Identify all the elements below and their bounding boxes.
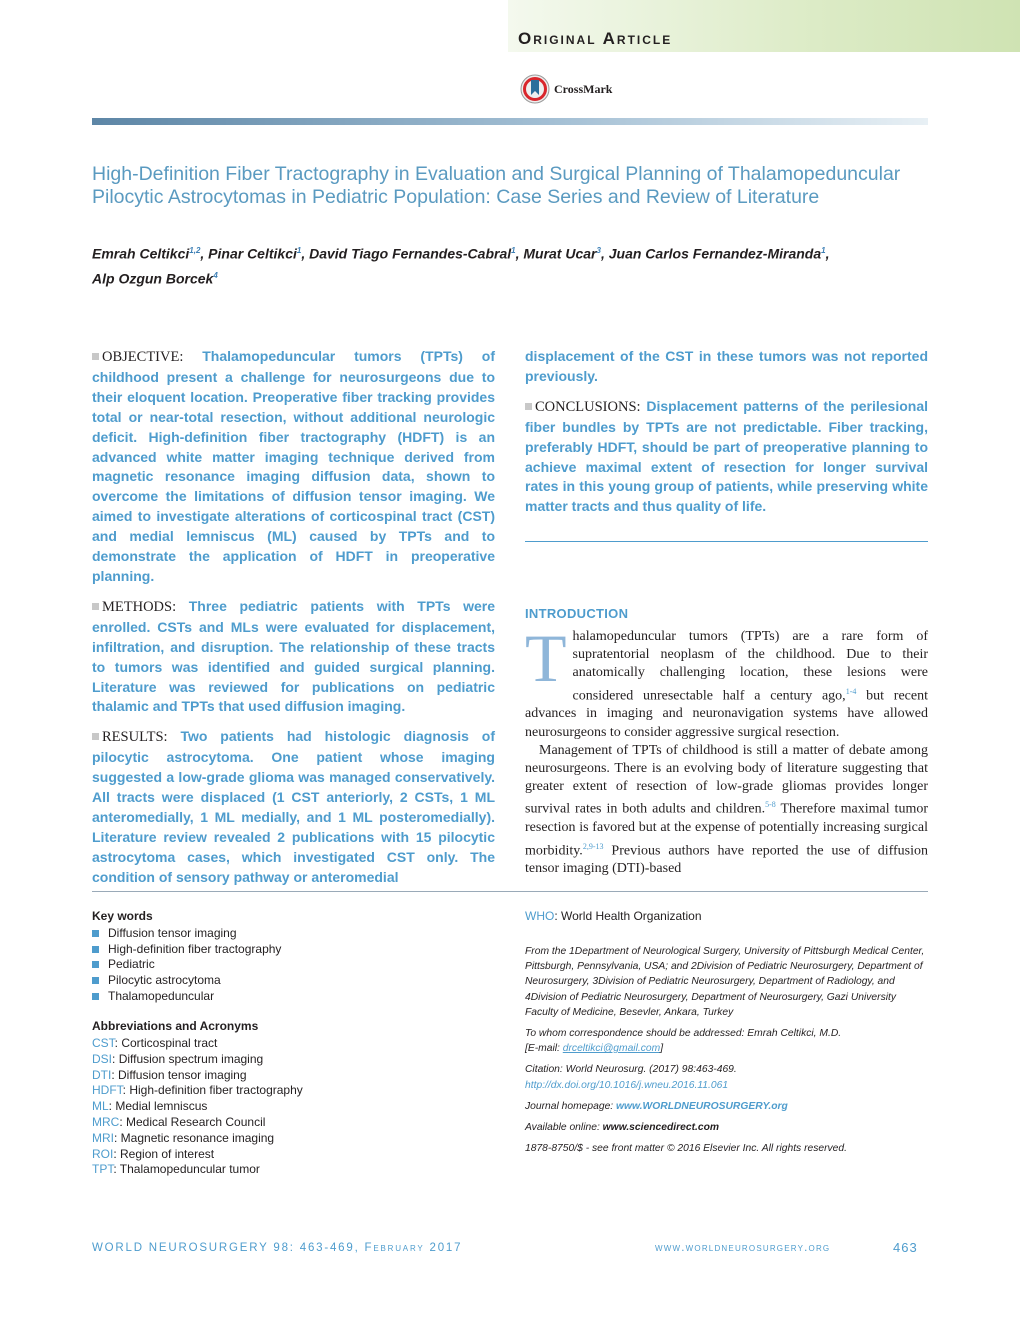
keywords-list [92,926,281,1005]
abbreviation-item: ROI: Region of interest [92,1146,215,1161]
affiliations: From the 1Department of Neurological Surgery, University of Pittsburgh Medical Center, Pittsburgh, Pennsylvania, USA; and 2Division of Pediatric Neurosurgery, Department of Neurosurgery, 3Division of Pediatric Neurosurgery, Department of Radiology, and 4Division of Pediatric Neurosurgery, Department of Neurosurgery, Gazi University Faculty of Medicine, Besevler, Ankara, Turkey [525,946,925,1018]
abstract-conclusions [525,397,928,517]
abbreviation-who: WHO: World Health Organization [525,909,702,923]
abbreviation-item: DTI: Diffusion tensor imaging [92,1067,247,1082]
abbreviation-key: HDFT [92,1083,123,1098]
objective-text: Thalamopeduncular tumors (TPTs) of childhood present a challenge for neurosurgeons due to their eloquent location. Preoperative fiber tracking provides total or near-total resection, without additional neurologic deficit. High-definition fiber tractography (HDFT) is an advanced white matter imaging technique derived from magnetic resonance imaging diffusion data, shown to overcome the limitations of diffusion tensor imaging. We aimed to investigate alterations of corticospinal tract (CST) and medial lemniscus (ML) caused by TPTs and to demonstrate the application of HDFT in preoperative planning. [92,348,495,584]
results-continued: displacement of the CST in these tumors was not reported previously. [525,348,928,384]
abbreviations-list [92,1036,303,1178]
methods-text: Three pediatric patients with TPTs were enrolled. CSTs and MLs were evaluated for displacement, infiltration, and disruption. The relationship of these tracts to tumors was identified and guided surgical planning. Literature was reviewed for publications on pediatric thalamic and TPTs that used diffusion imaging. [92,597,495,715]
intro-text: halamopeduncular tumors (TPTs) are a rare form of supratentorial neoplasm of the childhood. Due to their anatomically challenging location, these lesions were considered unresectable half a century ago, [572,629,928,704]
email-suffix: ] [660,1043,664,1055]
abbreviation-definition: Corticospinal tract [121,1036,218,1050]
bullet-square-icon [92,977,99,984]
bullet-square-icon [92,930,99,937]
author-affiliation: 3 [596,246,601,255]
keyword-text: Diffusion tensor imaging [108,926,237,940]
abbreviations-heading: Abbreviations and Acronyms [92,1019,259,1033]
conclusions-text: Displacement patterns of the perilesional fiber bundles by TPTs are not predictable. Fiber tracking, preferably HDFT, should be part of preoperative planning to achieve maximal extent of resection for longer survival rates in this young group of patients, while preserving white matter tracts and thus quality of life. [525,397,929,515]
intro-paragraph-2 [525,742,928,879]
journal-homepage [525,1099,928,1114]
author-name: David Tiago Fernandes-Cabral [309,245,512,262]
crossmark-link[interactable] [520,72,670,106]
abbreviation-key: MRC [92,1114,120,1129]
bullet-square-icon [92,993,99,1000]
email-prefix: [E-mail: [525,1043,563,1055]
abbreviation-definition: High-definition fiber tractography [129,1083,303,1098]
abbreviation-key: ROI [92,1146,114,1161]
bullet-square-icon [92,353,99,360]
keyword-text: Pediatric [108,957,155,972]
footer-url-link[interactable]: www.worldneurosurgery.org [655,1242,831,1254]
abbreviation-item: DSI: Diffusion spectrum imaging [92,1051,264,1066]
abbreviation-item: CST: Corticospinal tract [92,1036,218,1050]
correspondence [525,1026,928,1056]
abbreviation-definition: Region of interest [120,1146,215,1161]
abstract-objective [92,347,495,587]
keyword-item [92,989,281,1005]
methods-heading: METHODS: [102,598,177,615]
abbreviation-key: CST [92,1036,115,1050]
keyword-text: Pilocytic astrocytoma [108,973,221,988]
keywords-heading: Key words [92,909,153,923]
sciencedirect-link[interactable]: www.sciencedirect.com [602,1122,720,1134]
author-affiliation: 1,2 [189,246,201,255]
copyright: 1878-8750/$ - see front matter © 2016 Elsevier Inc. All rights reserved. [525,1143,847,1155]
results-heading: RESULTS: [102,729,168,746]
bullet-square-icon [92,603,99,610]
crossmark-icon [520,74,550,104]
citation-text: Citation: World Neurosurg. (2017) 98:463-469. [525,1064,737,1076]
email-link[interactable]: drceltikci@gmail.com [562,1043,661,1055]
article-title: High-Definition Fiber Tractography in Evaluation and Surgical Planning of Thalamopeduncular Pilocytic Astrocytomas in Pediatric Population: Case Series and Review of Literature [92,163,901,208]
abstract-methods [92,597,495,717]
abbreviation-item: ML: Medial lemniscus [92,1099,208,1114]
keyword-item [92,957,281,973]
intro-text: Previous authors have reported the use of diffusion tensor imaging (DTI)-based [525,843,928,877]
column-divider [525,541,928,542]
correspondence-text: To whom correspondence should be addressed: Emrah Celtikci, M.D. [525,1028,842,1040]
abbreviation-definition: Magnetic resonance imaging [120,1130,275,1145]
abstract-results [92,727,495,887]
abbreviation-key: MRI [92,1130,114,1145]
keyword-text: High-definition fiber tractography [108,941,282,956]
doi-link[interactable]: http://dx.doi.org/10.1016/j.wneu.2016.11.061 [525,1079,729,1091]
results-text: Two patients had histologic diagnosis of pilocytic astrocytoma. One patient whose imaging suggested a low-grade glioma was managed conservatively. All tracts were displaced (1 CST anteriorly, 2 CSTs, 1 ML anteromedially, 1 ML medially, and 1 ML posteromedially). Literature review revealed 2 publications with 15 pilocytic astrocytoma cases, which investigated CST only. The condition of sensory pathway or anteromedial [92,728,496,885]
citation [525,1062,928,1092]
abbreviation-definition: Medical Research Council [126,1114,266,1129]
introduction-heading: INTRODUCTION [525,606,629,621]
page-number: 463 [893,1240,918,1255]
abbreviation-key: TPT [92,1162,114,1177]
abbreviation-definition: World Health Organization [561,909,702,923]
abstract-left-column [92,347,495,898]
keyword-item [92,942,281,958]
intro-text: but recent advances in imaging and neuronavigation systems have allowed neurosurgeons to consider aggressive surgical resection. [525,688,928,740]
abbreviation-key: DSI [92,1051,113,1066]
author-name: Pinar Celtikci [208,245,297,262]
top-rule [92,118,928,125]
homepage-link[interactable]: www.WORLDNEUROSURGERY.org [616,1100,788,1112]
conclusions-heading: CONCLUSIONS: [535,398,641,415]
keyword-item [92,926,281,942]
section-divider [92,891,928,892]
introduction-body [525,620,928,879]
intro-text: Therefore maximal tumor resection is favored but at the expense of potentially increasing surgical morbidity. [525,802,928,859]
abbreviation-key: WHO [525,909,555,923]
author-affiliation: 1 [821,246,826,255]
author-name: Emrah Celtikci [92,245,190,262]
author-name: Murat Ucar [523,245,597,262]
section-label: Original Article [518,29,673,48]
reference-link[interactable]: 5-8 [765,800,776,810]
bullet-square-icon [525,403,532,410]
footer-journal: WORLD NEUROSURGERY 98: 463-469, February 2017 [92,1242,463,1254]
reference-link[interactable]: 1-4 [845,686,857,696]
available-online [525,1120,928,1135]
abbreviation-item: MRI: Magnetic resonance imaging [92,1130,275,1145]
author-list: Emrah Celtikci$^{1,2}$, Pinar Celtikci$^1$, David Tiago Fernandes-Cabral$^1$, Murat Ucar$^3$, Juan Carlos Fernandez-Miranda$^1$, Alp Ozgun Borcek$^4$ [92,245,830,287]
abbreviation-key: ML [92,1099,109,1114]
abbreviation-key: DTI [92,1067,112,1082]
bullet-square-icon [92,946,99,953]
abbreviation-definition: Thalamopeduncular tumor [119,1162,260,1177]
author-affiliation: 1 [296,246,302,255]
drop-cap: T [525,620,567,696]
author-affiliation: 4 [213,270,218,280]
abbreviation-definition: Diffusion tensor imaging [118,1067,247,1082]
abbreviation-definition: Diffusion spectrum imaging [118,1051,264,1066]
abbreviation-definition: Medial lemniscus [115,1099,208,1114]
keyword-item [92,973,281,989]
available-label: Available online: [525,1122,603,1134]
abbreviation-item: MRC: Medical Research Council [92,1114,266,1129]
article-info [525,944,928,1162]
objective-heading: OBJECTIVE: [102,349,184,365]
author-name: Juan Carlos Fernandez-Miranda [608,245,822,262]
intro-paragraph-1 [525,620,928,742]
reference-link[interactable]: 2,9-13 [582,841,604,851]
crossmark-label: CrossMark [554,81,613,96]
bullet-square-icon [92,961,99,968]
homepage-label: Journal homepage: [525,1100,617,1112]
abstract-right-column [525,347,928,527]
keyword-text: Thalamopeduncular [108,988,215,1003]
intro-text: Management of TPTs of childhood is still a matter of debate among neurosurgeons. There is an evolving body of literature suggesting that greater extent of resection of low-grade gliomas provides longer survival rates in both adults and children. [525,742,928,818]
abbreviation-item: TPT: Thalamopeduncular tumor [92,1162,260,1177]
bullet-square-icon [92,733,99,740]
author-name: Alp Ozgun Borcek [92,270,214,287]
author-affiliation: 1 [511,246,516,255]
abbreviation-item: HDFT: High-definition fiber tractography [92,1083,303,1098]
